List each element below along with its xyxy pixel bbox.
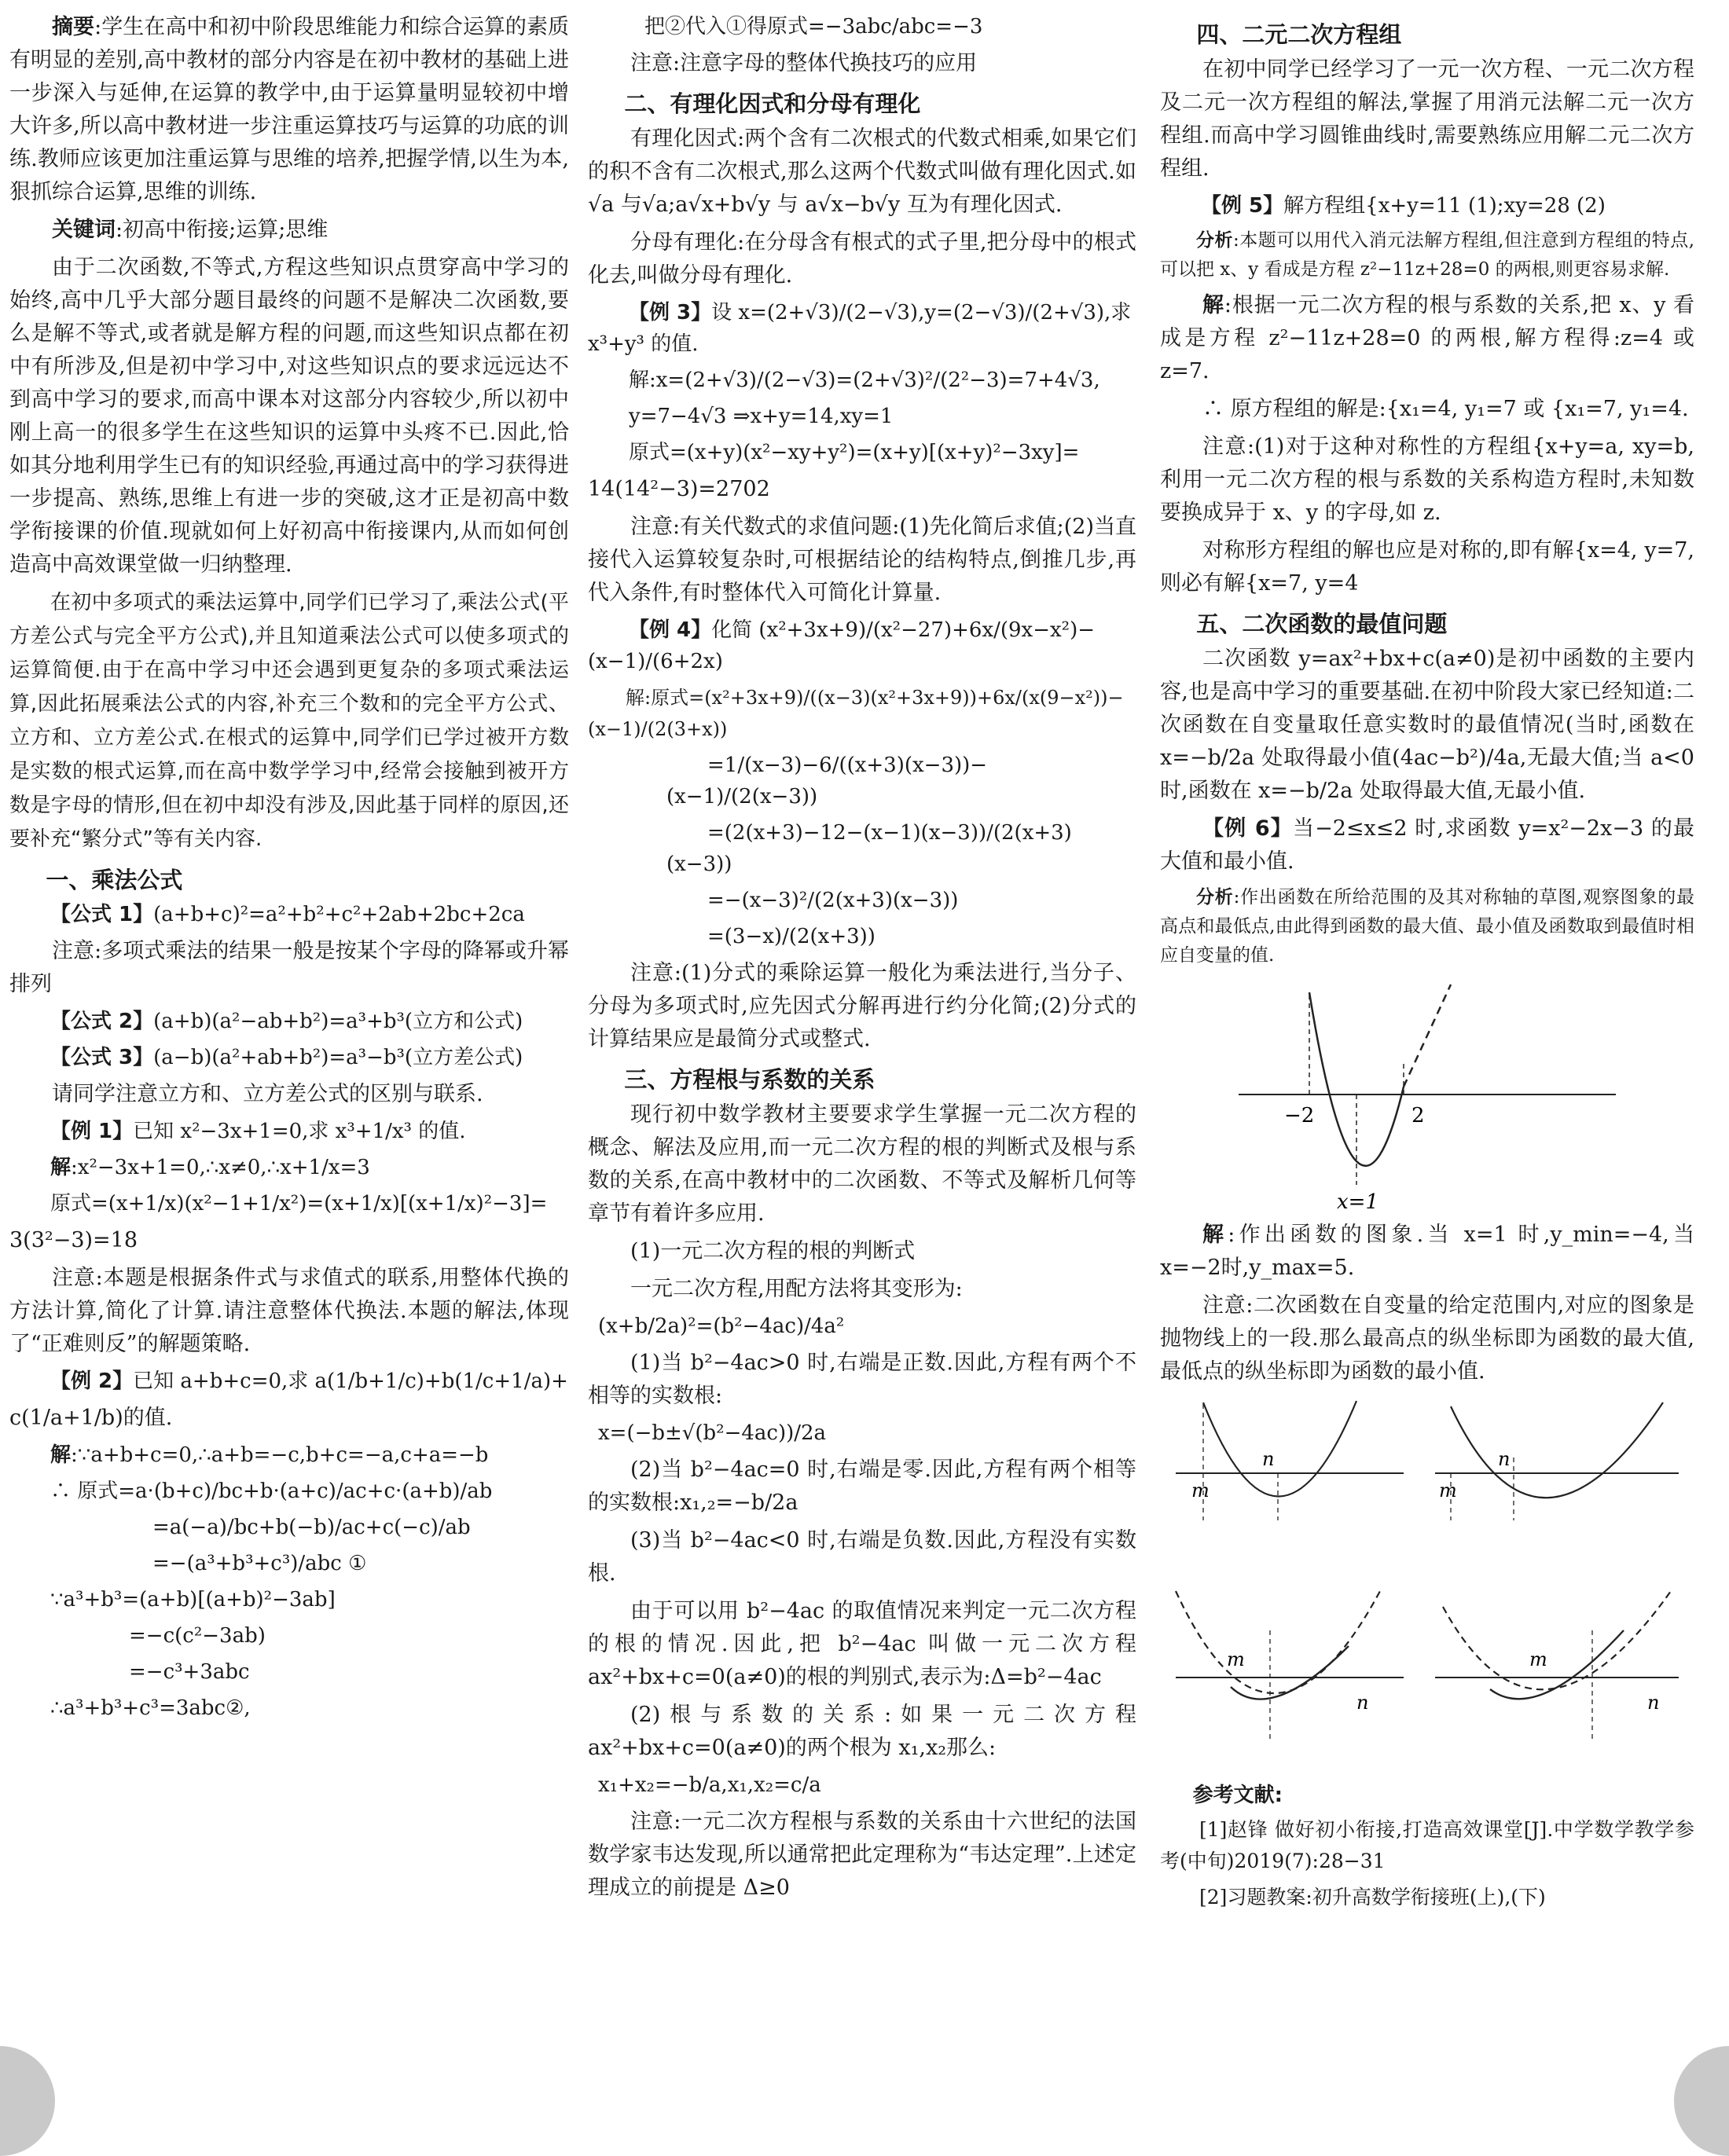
tick-label-neg2: −2 bbox=[1284, 1104, 1315, 1128]
solution-line: ∵a³+b³=(a+b)[(a+b)²−3ab] bbox=[50, 1588, 336, 1612]
label-n: n bbox=[1262, 1448, 1275, 1470]
solution-line: =(3−x)/(2(x+3)) bbox=[707, 925, 876, 948]
solution-line: =a(−a)/bc+b(−b)/ac+c(−c)/ab bbox=[152, 1516, 471, 1539]
section-heading-5: 五、二次函数的最值问题 bbox=[1196, 610, 1448, 637]
solution-line: 解:原式=(x²+3x+9)/((x−3)(x²+3x+9))+6x/(x(9−x²))−(x−1)/(2(3+x)) bbox=[588, 687, 1124, 740]
parabola-cases-figure bbox=[1168, 1395, 1687, 1772]
analysis: 分析:本题可以用代入消元法解方程组,但注意到方程组的特点,可以把 x、y 看成是方程 z²−11z+28=0 的两根,则更容易求解. bbox=[1160, 230, 1695, 280]
references-title: 参考文献: bbox=[1192, 1784, 1283, 1807]
label-m: m bbox=[1191, 1480, 1210, 1502]
substitution-line: 把②代入①得原式=−3abc/abc=−3 bbox=[644, 15, 983, 38]
solution-line: ∴ 原式=a·(b+c)/bc+b·(a+c)/ac+c·(a+b)/ab bbox=[50, 1480, 493, 1503]
section-heading-4: 四、二元二次方程组 bbox=[1196, 21, 1402, 48]
case-graph-4 bbox=[1435, 1591, 1679, 1740]
section-heading-3: 三、方程根与系数的关系 bbox=[624, 1066, 876, 1093]
case-graph-3 bbox=[1176, 1591, 1404, 1740]
solution-line: 解:∵a+b+c=0,∴a+b=−c,b+c=−a,c+a=−b bbox=[50, 1443, 489, 1467]
solution: 解:作出函数的图象.当 x=1 时,y_min=−4,当 x=−2时,y_max=5. bbox=[1160, 1223, 1695, 1280]
paragraph: 二次函数 y=ax²+bx+c(a≠0)是初中函数的主要内容,也是高中学习的重要基础.在初中阶段大家已经知道:二次函数在自变量取任意实数时的最值情况(当时,函数在 x=−b/2a 处取得最小值(4ac−b²)/4a,无最大值;当 a<0 时,函数在 x=−b/2a 处取得最大值,无最小值. bbox=[1160, 647, 1694, 803]
abstract: 摘要:学生在高中和初中阶段思维能力和综合运算的素质有明显的差别,高中教材的部分内容是在初中教材的基础上进一步深入与延伸,在运算的教学中,由于运算量明显较初中增大许多,所以高中教材进一步注重运算技巧与运算的功底的训练.教师应该更加注重运算与思维的培养,把握学情,以生为本,狠抓综合运算,思维的训练. bbox=[9, 15, 569, 204]
solution-line: 解:x²−3x+1=0,∴x≠0,∴x+1/x=3 bbox=[50, 1156, 370, 1179]
formula-1: 【公式 1】(a+b+c)²=a²+b²+c²+2ab+2bc+2ca bbox=[50, 903, 525, 926]
intro-paragraph: 由于二次函数,不等式,方程这些知识点贯穿高中学习的始终,高中几乎大部分题目最终的问题不是解决二次函数,要么是解不等式,或者就是解方程的问题,而这些知识点都在初中有所涉及,但是初中学习中,对这些知识点的要求远远达不到高中学习的要求,而高中课本对这部分内容较少,所以初中刚上高一的很多学生在这些知识的运算中头疼不已.因此,恰如其分地利用学生已有的知识经验,再通过高中的学习获得进一步提高、熟练,思维上有进一步的突破,这才正是初高中数学衔接课的价值.现就如何上好初高中衔接课内,从而如何创造高中高效课堂做一归纳整理. bbox=[9, 255, 569, 577]
paragraph: 一元二次方程,用配方法将其变形为: bbox=[630, 1277, 963, 1301]
paragraph: 有理化因式:两个含有二次根式的代数式相乘,如果它们的积不含有二次根式,那么这两个代数式叫做有理化因式.如√a 与√a;a√x+b√y 与 a√x−b√y 互为有理化因式. bbox=[588, 126, 1136, 217]
section-heading-1: 一、乘法公式 bbox=[46, 867, 183, 893]
equation: (x+b/2a)²=(b²−4ac)/4a² bbox=[598, 1314, 845, 1338]
intro-paragraph-2: 在初中多项式的乘法运算中,同学们已学习了,乘法公式(平方差公式与完全平方公式),并且知道乘法公式可以使多项式的运算简便.由于在高中学习中还会遇到更复杂的多项式乘法运算,因此拓展乘法公式的内容,补充三个数和的完全平方公式、立方和、立方差公式.在根式的运算中,同学们已学过被开方数是实数的根式运算,而在高中数学学习中,经常会接触到被开方数是字母的情形,但在初中却没有涉及,因此基于同样的原因,还要补充“繁分式”等有关内容. bbox=[9, 591, 569, 851]
label-n: n bbox=[1498, 1448, 1511, 1470]
solution-line: 原式=(x+1/x)(x²−1+1/x²)=(x+1/x)[(x+1/x)²−3]= bbox=[50, 1192, 548, 1216]
note: 注意:注意字母的整体代换技巧的应用 bbox=[630, 51, 978, 75]
reference-item: [2]习题教案:初升高数学衔接班(上),(下) bbox=[1199, 1886, 1546, 1908]
example-2-continued: c(1/a+1/b)的值. bbox=[9, 1406, 173, 1430]
parabola-graph bbox=[1223, 977, 1632, 1212]
label-m: m bbox=[1529, 1648, 1547, 1670]
example-6: 【例 6】当−2≤x≤2 时,求函数 y=x²−2x−3 的最大值和最小值. bbox=[1160, 816, 1695, 874]
note: 请同学注意立方和、立方差公式的区别与联系. bbox=[52, 1082, 483, 1106]
axis-label-x1: x=1 bbox=[1337, 1190, 1378, 1212]
case-graph-1 bbox=[1176, 1401, 1404, 1520]
solution: 解:根据一元二次方程的根与系数的关系,把 x、y 看成是方程 z²−11z+28=0 的两根,解方程得:z=4 或 z=7. bbox=[1160, 293, 1695, 383]
solution-line: 原式=(x+y)(x²−xy+y²)=(x+y)[(x+y)²−3xy]= bbox=[629, 441, 1080, 464]
tick-label-2: 2 bbox=[1411, 1104, 1425, 1128]
section-heading-2: 二、有理化因式和分母有理化 bbox=[624, 90, 921, 117]
formula-2: 【公式 2】(a+b)(a²−ab+b²)=a³+b³(立方和公式) bbox=[50, 1010, 523, 1033]
solution-line: 14(14²−3)=2702 bbox=[588, 477, 770, 501]
example-5: 【例 5】解方程组{x+y=11 (1);xy=28 (2) bbox=[1201, 194, 1606, 218]
example-3: 【例 3】设 x=(2+√3)/(2−√3),y=(2−√3)/(2+√3),求 x³+y³ 的值. bbox=[588, 301, 1132, 356]
equation: x=(−b±√(b²−4ac))/2a bbox=[598, 1421, 827, 1445]
note: 注意:(1)对于这种对称性的方程组{x+y=a, xy=b,利用一元二次方程的根与系数的关系构造方程时,未知数要换成异于 x、y 的字母,如 z. bbox=[1160, 434, 1694, 525]
label-n: n bbox=[1356, 1692, 1369, 1714]
solution-line: =−(x−3)²/(2(x+3)(x−3)) bbox=[707, 889, 959, 912]
page-corner-left bbox=[0, 2046, 55, 2156]
paragraph: (3)当 b²−4ac<0 时,右端是负数.因此,方程没有实数根. bbox=[588, 1528, 1136, 1586]
solution-line: =(2(x+3)−12−(x−1)(x−3))/(2(x+3)(x−3)) bbox=[666, 821, 1072, 876]
paragraph: (2)当 b²−4ac=0 时,右端是零.因此,方程有两个相等的实数根:x₁,₂=−b/2a bbox=[588, 1458, 1136, 1515]
keywords: 关键词:初高中衔接;运算;思维 bbox=[52, 218, 329, 242]
note: 注意:一元二次方程根与系数的关系由十六世纪的法国数学家韦达发现,所以通常把此定理称为“韦达定理”.上述定理成立的前提是 Δ≥0 bbox=[588, 1810, 1136, 1900]
solution-line: =1/(x−3)−6/((x+3)(x−3))−(x−1)/(2(x−3)) bbox=[666, 754, 988, 808]
solution-result: ∴ 原方程组的解是:{x₁=4, y₁=7 或 {x₁=7, y₁=4. bbox=[1202, 397, 1689, 421]
label-n: n bbox=[1647, 1692, 1660, 1714]
example-2: 【例 2】已知 a+b+c=0,求 a(1/b+1/c)+b(1/c+1/a)+ bbox=[50, 1370, 568, 1393]
equation: x₁+x₂=−b/a,x₁,x₂=c/a bbox=[598, 1773, 821, 1797]
column-3 bbox=[1160, 11, 1694, 1918]
column-1 bbox=[9, 11, 569, 1729]
formula-3: 【公式 3】(a−b)(a²+ab+b²)=a³−b³(立方差公式) bbox=[50, 1046, 523, 1069]
example-4: 【例 4】化简 (x²+3x+9)/(x²−27)+6x/(9x−x²)−(x−1)/(6+2x) bbox=[588, 618, 1096, 673]
reference-item: [1]赵锋 做好初小衔接,打造高效课堂[J].中学数学教学参考(中旬)2019(7):28−31 bbox=[1160, 1818, 1694, 1872]
analysis: 分析:作出函数在所给范围的及其对称轴的草图,观察图象的最高点和最低点,由此得到函数的最大值、最小值及函数取到最值时相应自变量的值. bbox=[1160, 887, 1695, 966]
case-graph-2 bbox=[1435, 1402, 1679, 1520]
paragraph: 分母有理化:在分母含有根式的式子里,把分母中的根式化去,叫做分母有理化. bbox=[588, 230, 1136, 288]
label-m: m bbox=[1227, 1648, 1245, 1670]
column-2 bbox=[588, 11, 1136, 1909]
subheading: (1)一元二次方程的根的判断式 bbox=[630, 1239, 916, 1263]
note: 注意:本题是根据条件式与求值式的联系,用整体代换的方法计算,简化了计算.请注意整体代换法.本题的解法,体现了“正难则反”的解题策略. bbox=[9, 1266, 569, 1356]
references bbox=[1160, 1780, 1694, 1913]
label-m: m bbox=[1439, 1480, 1457, 1502]
solution-line: =−(a³+b³+c³)/abc ① bbox=[152, 1552, 367, 1575]
solution-line: 3(3²−3)=18 bbox=[9, 1228, 138, 1252]
note: 注意:二次函数在自变量的给定范围内,对应的图象是抛物线上的一段.那么最高点的纵坐标即为函数的最大值,最低点的纵坐标即为函数的最小值. bbox=[1160, 1293, 1694, 1384]
paragraph: (1)当 b²−4ac>0 时,右端是正数.因此,方程有两个不相等的实数根: bbox=[588, 1351, 1136, 1408]
solution-line: =−c³+3abc bbox=[129, 1660, 250, 1684]
example-1: 【例 1】已知 x²−3x+1=0,求 x³+1/x³ 的值. bbox=[50, 1120, 466, 1143]
note: 注意:有关代数式的求值问题:(1)先化简后求值;(2)当直接代入运算较复杂时,可根据结论的结构特点,倒推几步,再代入条件,有时整体代入可简化计算量. bbox=[588, 515, 1136, 605]
solution-line: =−c(c²−3ab) bbox=[129, 1624, 266, 1648]
solution-line: ∴a³+b³+c³=3abc②, bbox=[50, 1696, 251, 1720]
note: 对称形方程组的解也应是对称的,即有解{x=4, y=7,则必有解{x=7, y=4 bbox=[1160, 538, 1694, 596]
paragraph: (2)根与系数的关系:如果一元二次方程 ax²+bx+c=0(a≠0)的两个根为 x₁,x₂那么: bbox=[588, 1703, 1136, 1760]
note: 注意:多项式乘法的结果一般是按某个字母的降幂或升幂排列 bbox=[9, 939, 569, 996]
solution-line: y=7−4√3 ⇒x+y=14,xy=1 bbox=[629, 405, 894, 428]
paragraph: 由于可以用 b²−4ac 的取值情况来判定一元二次方程的根的情况.因此,把 b²−4ac 叫做一元二次方程 ax²+bx+c=0(a≠0)的根的判别式,表示为:Δ=b²−4ac bbox=[588, 1599, 1136, 1689]
paragraph: 在初中同学已经学习了一元一次方程、一元二次方程及二元一次方程组的解法,掌握了用消元法解二元一次方程组.而高中学习圆锥曲线时,需要熟练应用解二元二次方程组. bbox=[1160, 57, 1694, 181]
solution-line: 解:x=(2+√3)/(2−√3)=(2+√3)²/(2²−3)=7+4√3, bbox=[629, 368, 1100, 392]
paragraph: 现行初中数学教材主要要求学生掌握一元二次方程的概念、解法及应用,而一元二次方程的根的判断式及根与系数的关系,在高中教材中的二次函数、不等式及解析几何等章节有着许多应用. bbox=[588, 1102, 1136, 1226]
page-corner-right bbox=[1674, 2046, 1729, 2156]
note: 注意:(1)分式的乘除运算一般化为乘法进行,当分子、分母为多项式时,应先因式分解再进行约分化简;(2)分式的计算结果应是最简分式或整式. bbox=[588, 961, 1136, 1051]
